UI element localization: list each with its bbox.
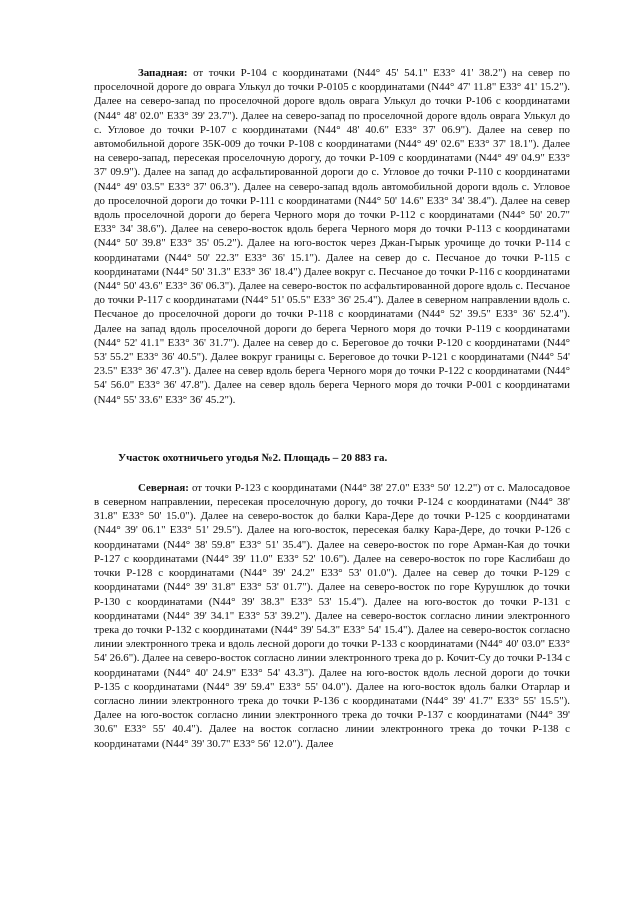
north-boundary-label: Северная:	[138, 481, 189, 494]
west-boundary-label: Западная:	[138, 67, 188, 79]
north-boundary-text: от точки Р-123 с координатами (N44° 38' 27.0" E33° 50' 12.2") от с. Малосадовое в северном направлении, пересекая проселочную дорогу, до точки Р-124 с координатами (N44° 38' 31.8" E33° 50' 15.0"). Далее на северо-восток до балки Кара-Дере до точки Р-125 с координатами (N44° 39' 06.1" E33° 51' 29.5"). Далее на юго-восток, пересекая балку Кара-Дере, до точки Р-126 с координатами (N44° 38' 59.8" E33° 51' 35.4"). Далее на северо-восток по горе Арман-Кая до точки Р-127 с координатами (N44° 39' 11.0" E33° 52' 10.6"). Далее на северо-восток по горе Каслибаш до точки Р-128 с координатами (N44° 39' 24.2" E33° 53' 01.0"). Далее на север до точки Р-129 с координатами (N44° 39' 31.8" E33° 53' 01.7"). Далее на северо-восток по горе Курушлюк до точки Р-130 с координатами (N44° 39' 38.3" E33° 53' 15.4"). Далее на юго-восток до точки Р-131 с координатами (N44° 39' 34.1" E33° 53' 39.2"). Далее на северо-восток согласно линии электронного трека до точки Р-132 с координатами (N44° 39' 54.3" E33° 54' 15.4"). Далее на северо-восток согласно линии электронного трека и вдоль лесной дороги до точки Р-133 с координатами (N44° 40' 03.0" E33° 54' 26.6"). Далее на северо-восток согласно линии электронного трека до р. Кочит-Су до точки Р-134 с координатами (N44° 40' 24.9" E33° 54' 43.3"). Далее на юго-восток вдоль лесной дороги до точки Р-135 с координатами (N44° 39' 59.4" E33° 55' 04.0"). Далее на юго-восток вдоль балки Отарлар и согласно линии электронного трека до точки Р-136 с координатами (N44° 39' 41.7" E33° 55' 15.5"). Далее на юго-восток согласно линии электронного трека до точки Р-137 с координатами (N44° 39' 30.6" E33° 55' 40.4"). Далее на восток согласно линии электронного трека до точки Р-138 с координатами (N44° 39' 30.7" E33° 56' 12.0"). Далее	[94, 481, 570, 750]
plot-heading: Участок охотничьего угодья №2. Площадь – 20 883 га.	[118, 451, 388, 464]
west-boundary-paragraph	[94, 66, 570, 407]
spacer	[94, 465, 570, 481]
north-boundary-paragraph	[94, 481, 570, 751]
west-boundary-text: от точки Р-104 с координатами (N44° 45' 54.1" E33° 41' 38.2") на север по проселочной дороге до оврага Улькул до точки Р-0105 с координатами (N44° 47' 11.8" E33° 41' 15.2"). Далее на северо-запад по проселочной дороге вдоль оврага Улькул до точки Р-106 с координатами (N44° 48' 02.0" E33° 39' 23.7"). Далее на северо-запад по проселочной дороге вдоль оврага Улькул до с. Угловое до точки Р-107 с координатами (N44° 48' 40.6" E33° 37' 06.9"). Далее на север по автомобильной дороге 35К-009 до точки Р-108 с координатами (N44° 49' 02.6" E33° 37' 18.1"). Далее на северо-запад, пересекая проселочную дорогу, до точки Р-109 с координатами (N44° 49' 04.9" E33° 37' 09.9"). Далее на запад до асфальтированной дороги до с. Угловое до точки Р-110 с координатами (N44° 49' 03.5" E33° 37' 06.3"). Далее на северо-запад вдоль автомобильной дороги вдоль с. Угловое до проселочной дороги до точки Р-111 с координатами (N44° 50' 14.6" E33° 34' 38.4"). Далее на север вдоль проселочной дороги до берега Черного моря до точки Р-112 с координатами (N44° 50' 20.7" E33° 34' 38.6"). Далее на северо-восток вдоль берега Черного моря до точки Р-113 с координатами (N44° 50' 39.8" E33° 35' 05.2"). Далее на юго-восток через Джан-Гырык урочище до точки Р-114 с координатами (N44° 50' 22.3" E33° 36' 15.1"). Далее на север до с. Песчаное до точки Р-115 с координатами (N44° 50' 31.3" E33° 36' 18.4") Далее вокруг с. Песчаное до точки Р-116 с координатами (N44° 50' 43.6" E33° 36' 06.3"). Далее на северо-восток по асфальтированной дороге вдоль с. Песчаное до точки Р-117 с координатами (N44° 51' 05.5" E33° 36' 25.4"). Далее в северном направлении вдоль с. Песчаное до проселочной дороги до точки Р-118 с координатами (N44° 52' 39.5" E33° 36' 52.4"). Далее на запад вдоль проселочной дороги до берега Черного моря до точки Р-119 с координатами (N44° 52' 41.1" E33° 36' 31.7"). Далее на север до с. Береговое до точки Р-120 с координатами (N44° 53' 55.2" E33° 36' 40.5"). Далее вокруг границы с. Береговое до точки Р-121 с координатами (N44° 54' 23.5" E33° 36' 47.3"). Далее на север вдоль берега Черного моря до точки Р-122 с координатами (N44° 54' 56.0" E33° 36' 47.8"). Далее на север вдоль берега Черного моря до точки Р-001 с координатами (N44° 55' 33.6" E33° 36' 45.2").	[94, 67, 570, 406]
document-page	[94, 66, 570, 751]
